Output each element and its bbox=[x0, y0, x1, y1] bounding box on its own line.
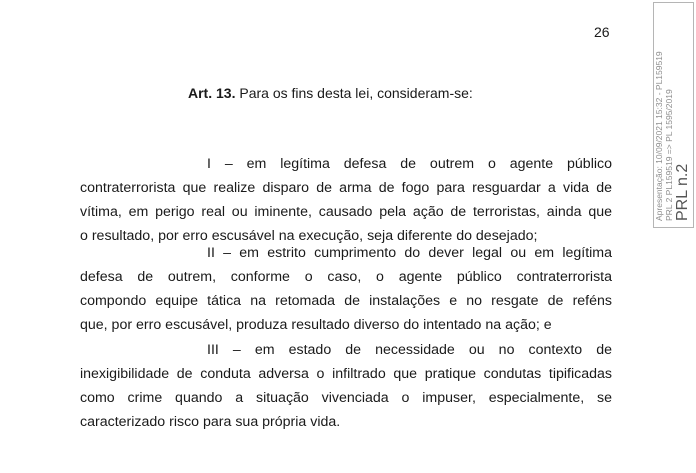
page-number: 26 bbox=[594, 24, 610, 40]
stamp-code: PRL n.2 bbox=[673, 163, 691, 221]
article-intro: Para os fins desta lei, consideram-se: bbox=[235, 85, 473, 101]
paragraph-line: vítima, em perigo real ou iminente, causado pela ação de terroristas, ainda que bbox=[80, 204, 612, 220]
article-label: Art. 13. bbox=[188, 85, 236, 101]
paragraph-line: compondo equipe tática na retomada de instalações e no resgate de reféns bbox=[80, 293, 612, 309]
paragraph-line: que, por erro escusável, produza resultado diverso do intentado na ação; e bbox=[80, 317, 552, 333]
paragraph-line: I – em legítima defesa de outrem o agente público bbox=[207, 156, 612, 172]
paragraph-iii bbox=[80, 338, 612, 434]
paragraph-line: inexigibilidade de conduta adversa o infiltrado que pratique condutas tipificadas bbox=[80, 366, 612, 382]
stamp-line: PRL 2 PL159519 => PL 1595/2019 bbox=[663, 89, 674, 221]
paragraph-line: como crime quando a situação vivenciada o impuser, especialmente, se bbox=[80, 390, 612, 406]
stamp-line: Apresentação: 10/09/2021 15:32 - PL159519 bbox=[653, 51, 664, 221]
submission-stamp bbox=[653, 2, 694, 228]
paragraph-line: o resultado, por erro escusável na execução, seja diferente do desejado; bbox=[80, 228, 538, 244]
paragraph-line: defesa de outrem, conforme o caso, o agente público contraterrorista bbox=[80, 269, 612, 285]
paragraph-i bbox=[80, 152, 612, 248]
paragraph-line: II – em estrito cumprimento do dever legal ou em legítima bbox=[207, 245, 612, 261]
paragraph-line: III – em estado de necessidade ou no contexto de bbox=[207, 342, 612, 358]
article-heading bbox=[188, 85, 473, 101]
paragraph-ii bbox=[80, 241, 612, 337]
paragraph-line: contraterrorista que realize disparo de arma de fogo para resguardar a vida de bbox=[80, 180, 612, 196]
paragraph-line: caracterizado risco para sua própria vida. bbox=[80, 414, 341, 430]
